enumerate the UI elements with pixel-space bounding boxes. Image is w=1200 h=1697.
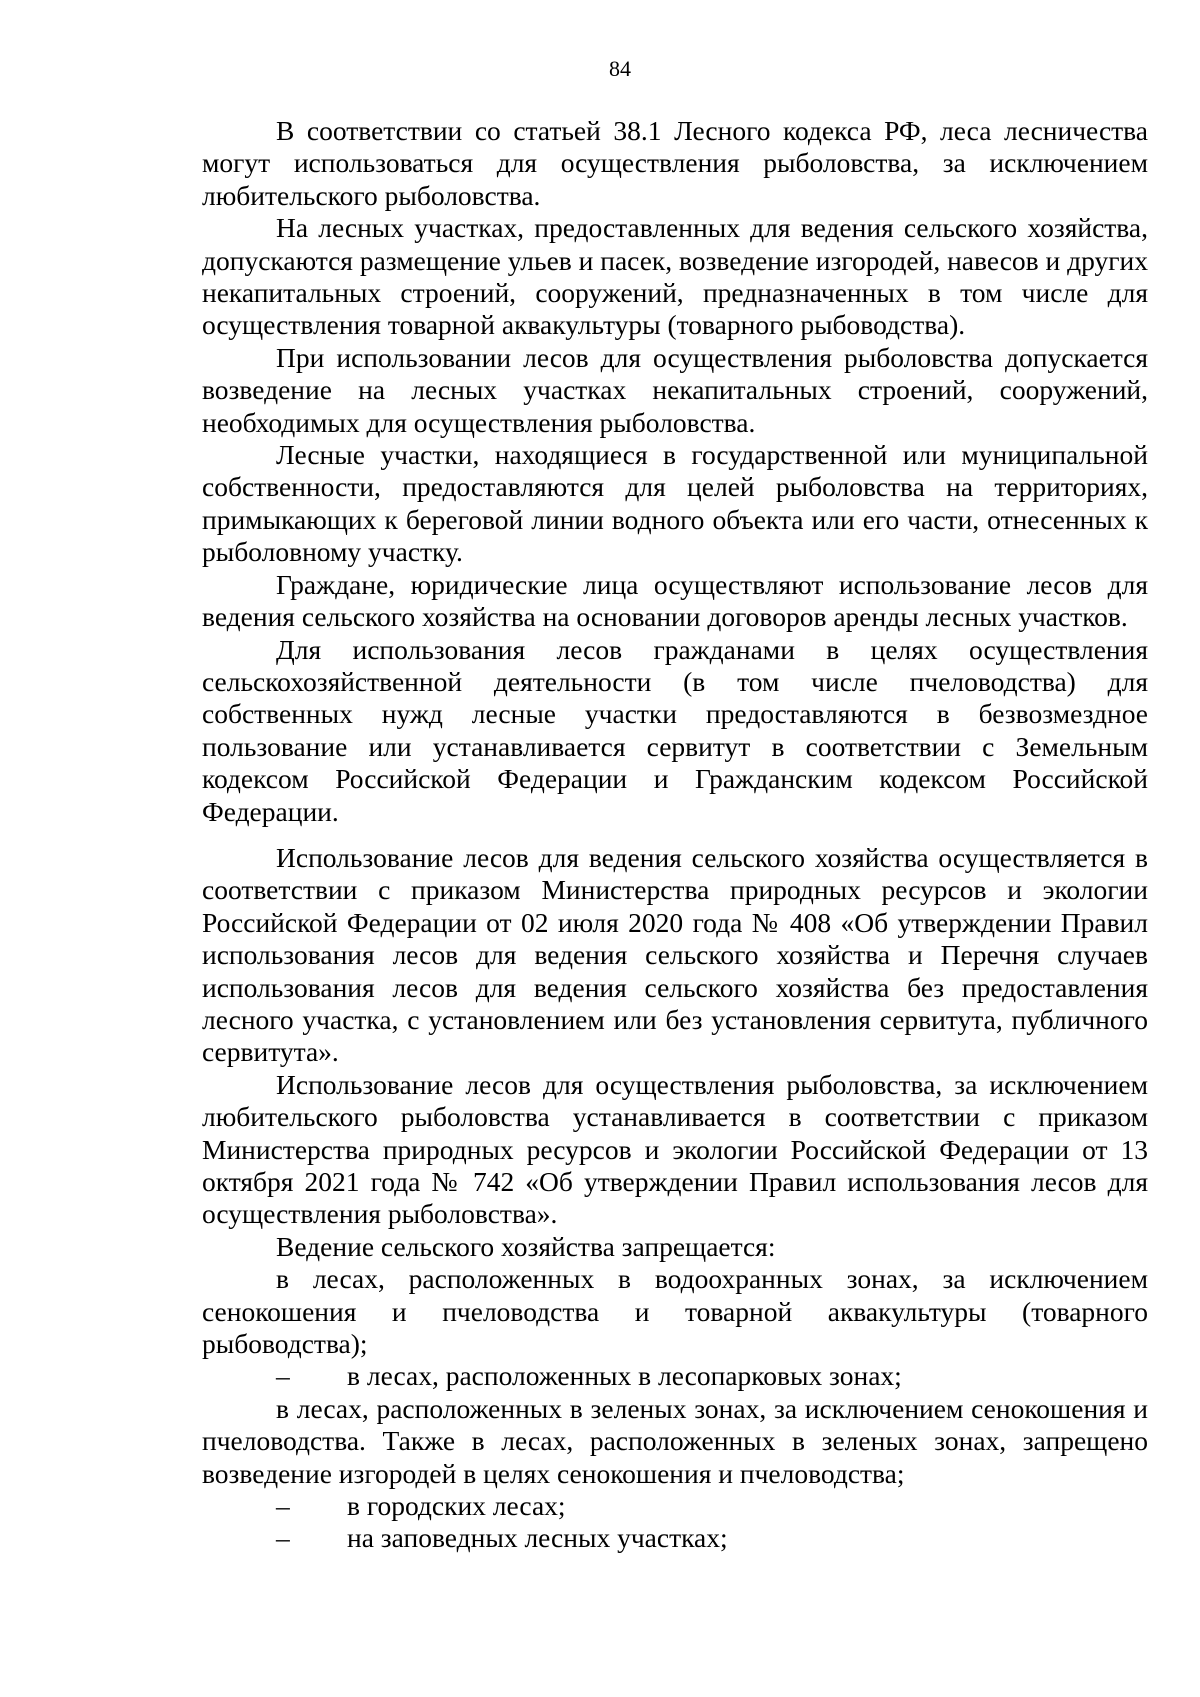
paragraph-fishing-structures: При использовании лесов для осуществления рыболовства допускается возведение на лесных участках некапитальных строений, сооружений, необходимых для осуществления рыболовства. <box>202 341 1148 438</box>
paragraph-order-408: Использование лесов для ведения сельского хозяйства осуществляется в соответствии с приказом Министерства природных ресурсов и экологии Российской Федерации от 02 июля 2020 года № 408 «Об утверждении Правил использования лесов для ведения сельского хозяйства и Перечня случаев использования лесов для ведения сельского хозяйства без предоставления лесного участка, с установлением или без установления сервитута, публичного сервитута». <box>202 841 1148 1068</box>
page-number: 84 <box>609 56 631 81</box>
list-item-text: в лесах, расположенных в лесопарковых зонах; <box>347 1360 902 1392</box>
paragraph-agriculture-plots: На лесных участках, предоставленных для ведения сельского хозяйства, допускаются размещение ульев и пасек, возведение изгородей, навесов и других некапитальных строений, сооружений, предназначенных в том числе для осуществления товарной аквакультуры (товарного рыбоводства). <box>202 212 1149 341</box>
paragraph-citizens-use: Для использования лесов гражданами в целях осуществления сельскохозяйственной деятельности (в том числе пчеловодства) для собственных нужд лесные участки предоставляются в безвозмездное пользование или устанавливается сервитут в соответствии с Земельным кодексом Российской Федерации и Гражданским кодексом Российской Федерации. <box>202 633 1148 827</box>
paragraph-water-protection-zones: в лесах, расположенных в водоохранных зонах, за исключением сенокошения и пчеловодства и товарной аквакультуры (товарного рыбоводства); <box>202 1263 1148 1360</box>
paragraph-lease-agreements: Граждане, юридические лица осуществляют использование лесов для ведения сельского хозяйства на основании договоров аренды лесных участков. <box>202 568 1148 633</box>
dash-marker: – <box>276 1490 290 1522</box>
dash-marker: – <box>276 1360 290 1392</box>
list-item <box>202 1522 1148 1554</box>
list-item-text: на заповедных лесных участках; <box>347 1522 728 1554</box>
paragraph-article-38-1: В соответствии со статьей 38.1 Лесного кодекса РФ, леса лесничества могут использоваться для осуществления рыболовства, за исключением любительского рыболовства. <box>202 115 1148 211</box>
document-body <box>202 115 1148 1555</box>
paragraph-state-plots: Лесные участки, находящиеся в государственной или муниципальной собственности, предоставляются для целей рыболовства на территориях, примыкающих к береговой линии водного объекта или его части, отнесенных к рыболовному участку. <box>202 439 1148 568</box>
list-item <box>202 1490 1148 1522</box>
paragraph-order-742: Использование лесов для осуществления рыболовства, за исключением любительского рыболовства устанавливается в соответствии с приказом Министерства природных ресурсов и экологии Российской Федерации от 13 октября 2021 года № 742 «Об утверждении Правил использования лесов для осуществления рыболовства». <box>202 1068 1148 1230</box>
list-item-text: в городских лесах; <box>347 1490 566 1522</box>
paragraph-prohibited-heading: Ведение сельского хозяйства запрещается: <box>276 1230 776 1262</box>
dash-marker: – <box>276 1522 290 1554</box>
paragraph-green-zones: в лесах, расположенных в зеленых зонах, за исключением сенокошения и пчеловодства. Также в лесах, расположенных в зеленых зонах, запрещено возведение изгородей в целях сенокошения и пчеловодства; <box>202 1392 1148 1489</box>
list-item <box>202 1360 1148 1392</box>
